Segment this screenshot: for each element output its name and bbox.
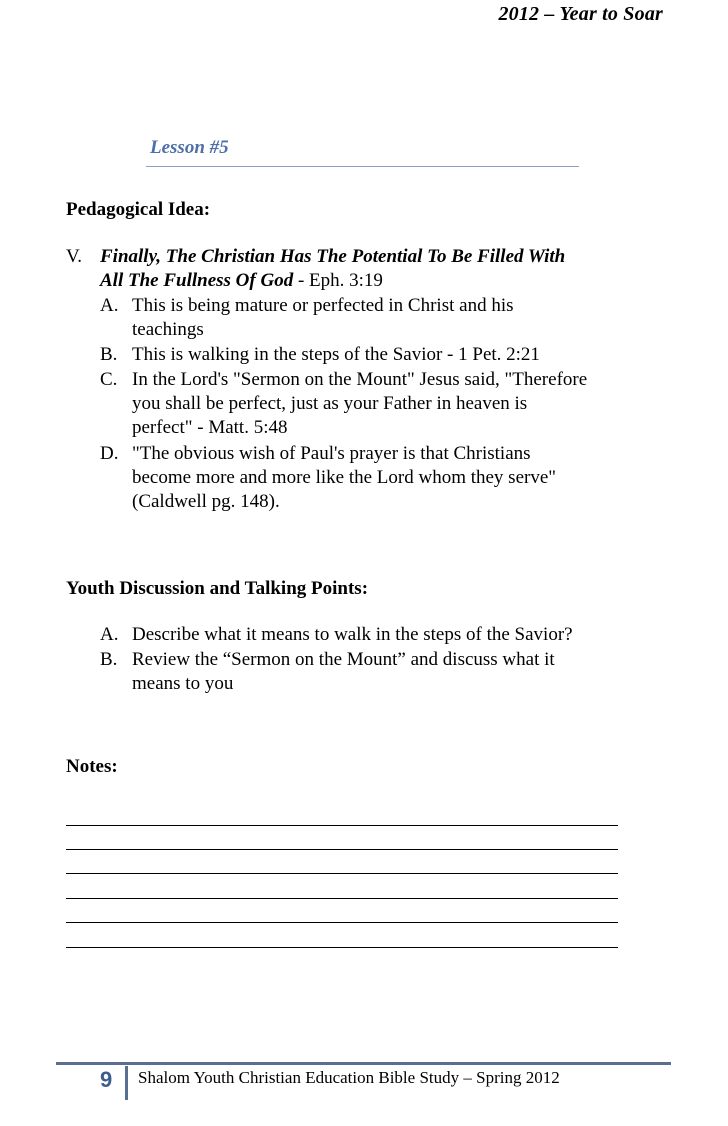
item-c-line3: perfect" - Matt. 5:48 <box>132 417 288 438</box>
point-title-line2-wrap <box>100 268 383 294</box>
notes-line <box>66 825 618 826</box>
footer-divider <box>125 1066 128 1100</box>
page-header-title: 2012 – Year to Soar <box>498 3 663 25</box>
lesson-underline <box>146 166 579 167</box>
item-d-line2: become more and more like the Lord whom they serve" <box>132 467 557 488</box>
item-b-label: B. <box>100 344 118 365</box>
discussion-heading: Youth Discussion and Talking Points: <box>66 578 369 599</box>
discussion-a-line1: Describe what it means to walk in the steps of the Savior? <box>132 624 573 645</box>
pedagogical-point <box>0 244 728 534</box>
item-a-line2: teachings <box>132 319 204 340</box>
item-d-line3: (Caldwell pg. 148). <box>132 491 280 512</box>
footer-text: Shalom Youth Christian Education Bible Study – Spring 2012 <box>138 1068 560 1087</box>
point-reference: - Eph. 3:19 <box>293 270 383 291</box>
pedagogical-heading: Pedagogical Idea: <box>66 199 211 220</box>
discussion-list <box>0 622 728 702</box>
item-c-label: C. <box>100 369 118 390</box>
item-c-line2: you shall be perfect, just as your Father in heaven is <box>132 393 528 414</box>
notes-heading: Notes: <box>66 756 118 777</box>
item-a-line1: This is being mature or perfected in Christ and his <box>132 295 514 316</box>
item-d-line1: "The obvious wish of Paul's prayer is that Christians <box>132 443 531 464</box>
item-b-line1: This is walking in the steps of the Savior - 1 Pet. 2:21 <box>132 344 540 365</box>
discussion-b-line2: means to you <box>132 673 234 694</box>
item-d-label: D. <box>100 443 119 464</box>
notes-line <box>66 922 618 923</box>
discussion-a-label: A. <box>100 624 119 645</box>
item-a-label: A. <box>100 295 119 316</box>
discussion-b-label: B. <box>100 649 118 670</box>
point-title-line2: All The Fullness Of God <box>100 270 294 291</box>
discussion-b-line1: Review the “Sermon on the Mount” and discuss what it <box>132 649 555 670</box>
notes-line <box>66 947 618 948</box>
notes-line <box>66 849 618 850</box>
lesson-title: Lesson #5 <box>150 137 229 158</box>
item-c-line1: In the Lord's "Sermon on the Mount" Jesus said, "Therefore <box>132 369 588 390</box>
footer-rule <box>56 1062 671 1065</box>
page-number: 9 <box>100 1067 113 1092</box>
point-label: V. <box>66 246 83 267</box>
point-title-line1: Finally, The Christian Has The Potential To Be Filled With <box>100 246 566 267</box>
notes-line <box>66 873 618 874</box>
notes-line <box>66 898 618 899</box>
